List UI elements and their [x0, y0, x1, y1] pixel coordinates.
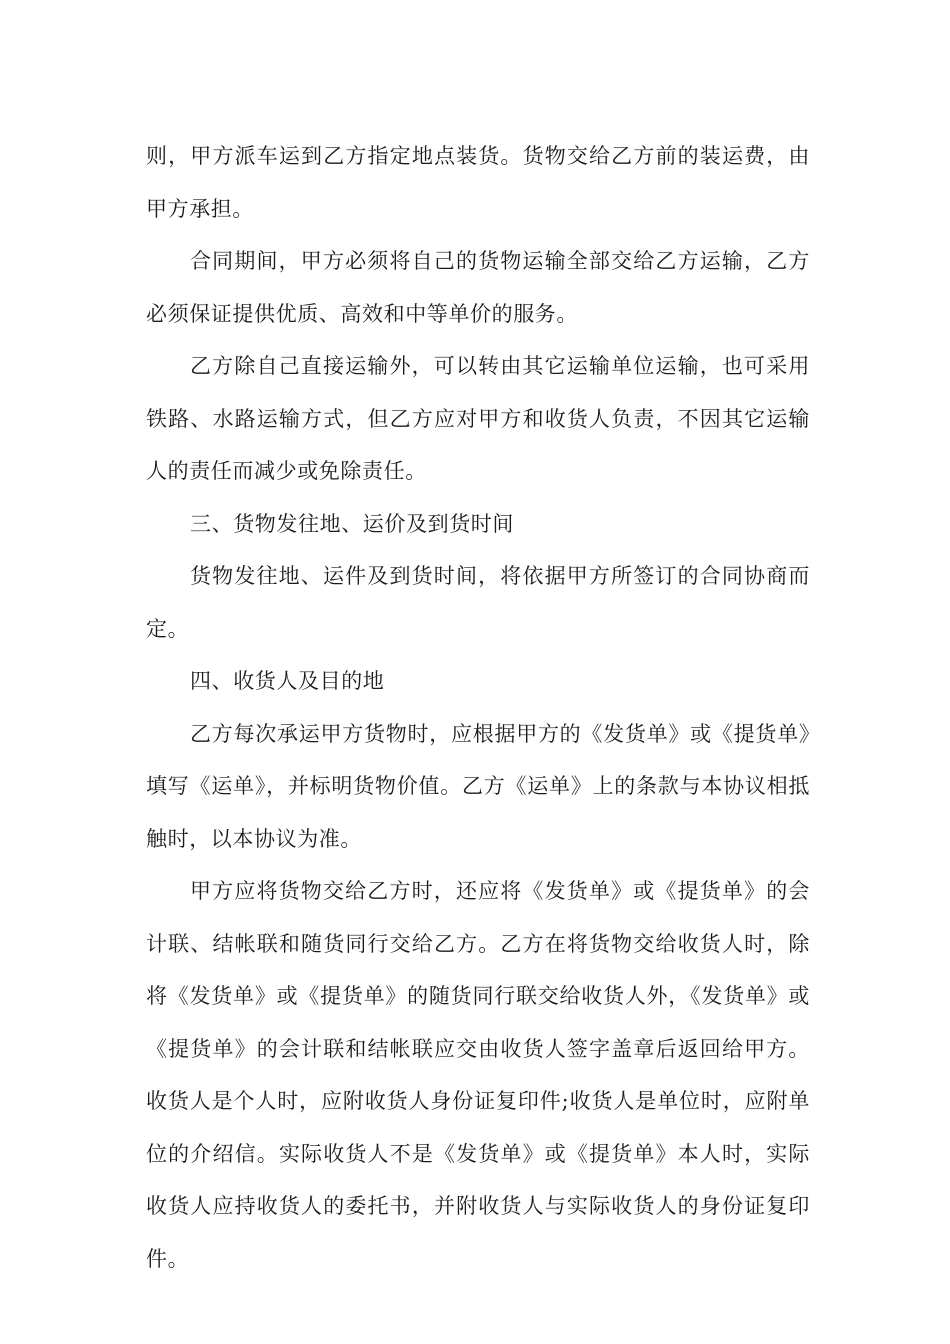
paragraph-destination-pricing: 货物发往地、运件及到货时间，将依据甲方所签订的合同协商而定。: [146, 564, 810, 641]
document-body: [146, 130, 810, 1285]
paragraph-contract-period: 合同期间，甲方必须将自己的货物运输全部交给乙方运输，乙方必须保证提供优质、高效和中等单价的服务。: [146, 249, 810, 326]
section-heading-3: 三、货物发往地、运价及到货时间: [190, 511, 514, 536]
paragraph-delivery-documents: 甲方应将货物交给乙方时，还应将《发货单》或《提货单》的会计联、结帐联和随货同行交给乙方。乙方在将货物交给收货人时，除将《发货单》或《提货单》的随货同行联交给收货人外，《发货单》或《提货单》的会计联和结帐联应交由收货人签字盖章后返回给甲方。收货人是个人时，应附收货人身份证复印件;收货人是单位时，应附单位的介绍信。实际收货人不是《发货单》或《提货单》本人时，实际收货人应持收货人的委托书，并附收货人与实际收货人的身份证复印件。: [146, 879, 810, 1271]
paragraph-waybill: 乙方每次承运甲方货物时，应根据甲方的《发货单》或《提货单》填写《运单》，并标明货物价值。乙方《运单》上的条款与本协议相抵触时，以本协议为准。: [146, 721, 810, 851]
section-heading-4: 四、收货人及目的地: [190, 669, 385, 693]
paragraph-continuation: 则，甲方派车运到乙方指定地点装货。货物交给乙方前的装运费，由甲方承担。: [146, 144, 810, 221]
paragraph-transfer-transport: 乙方除自己直接运输外，可以转由其它运输单位运输，也可采用铁路、水路运输方式，但乙方应对甲方和收货人负责，不因其它运输人的责任而减少或免除责任。: [146, 354, 810, 483]
